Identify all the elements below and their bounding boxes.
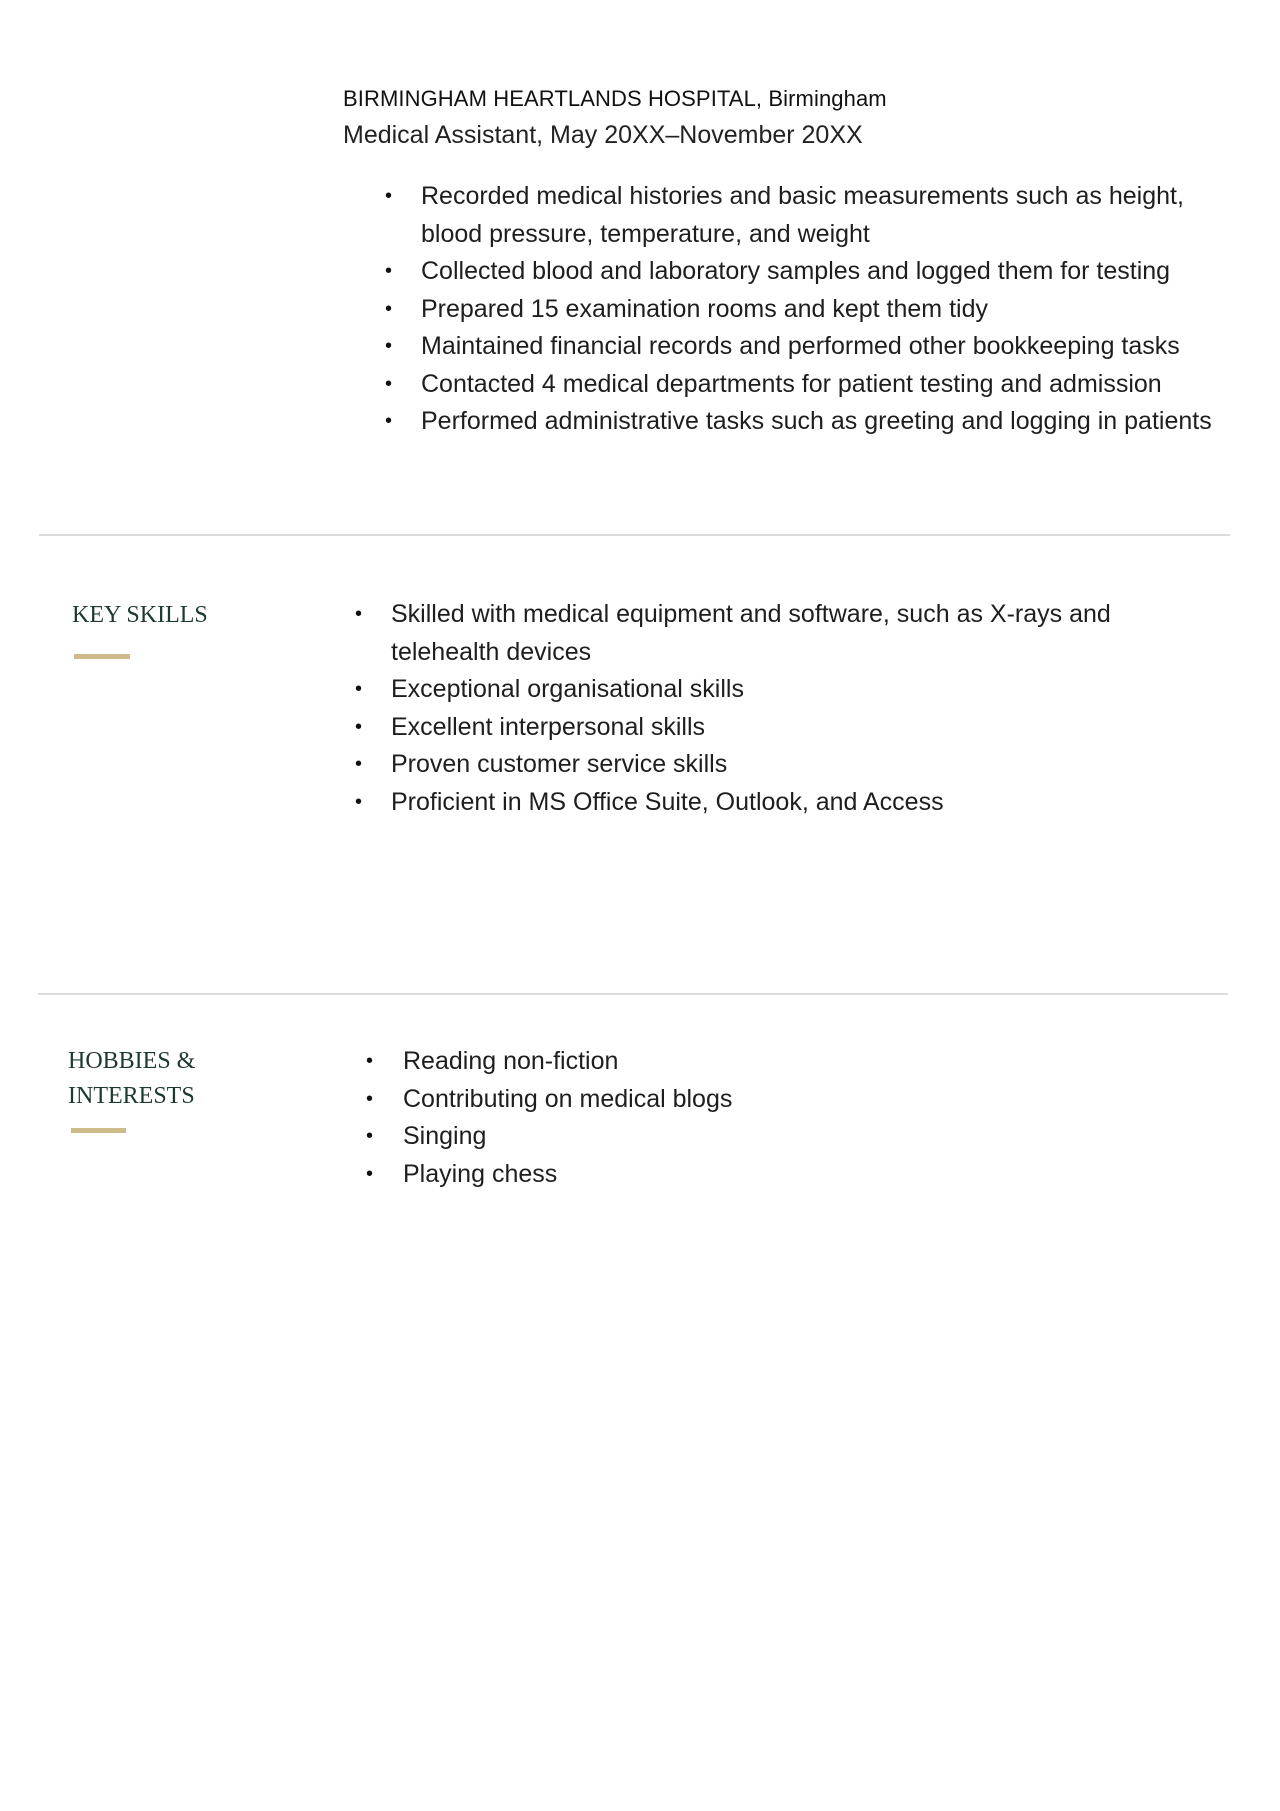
- bullet-icon: •: [355, 715, 363, 738]
- list-item: • Contributing on medical blogs: [403, 1081, 1103, 1119]
- list-item: • Singing: [403, 1118, 1103, 1156]
- heading-accent-bar: [71, 1128, 126, 1133]
- hobbies-heading-line1: HOBBIES &: [68, 1048, 196, 1074]
- bullet-icon: •: [385, 185, 393, 207]
- hobbies-heading-line2: INTERESTS: [68, 1083, 195, 1109]
- list-item: • Recorded medical histories and basic measurements such as height, blood pressure, temperature, and weight: [421, 178, 1241, 253]
- experience-bullet-list: [385, 178, 1241, 441]
- list-item: • Prepared 15 examination rooms and kept them tidy: [421, 291, 1241, 329]
- bullet-icon: •: [385, 297, 393, 320]
- list-item: • Collected blood and laboratory samples and logged them for testing: [421, 253, 1241, 291]
- bullet-icon: •: [366, 1087, 374, 1110]
- bullet-icon: •: [366, 1050, 374, 1072]
- employer-name: BIRMINGHAM HEARTLANDS HOSPITAL, Birmingham: [343, 86, 887, 111]
- hobbies-heading: [68, 1044, 195, 1114]
- bullet-icon: •: [385, 410, 393, 432]
- job-title-dates: Medical Assistant, May 20XX–November 20XX: [343, 121, 863, 149]
- bullet-icon: •: [366, 1125, 374, 1147]
- bullet-icon: •: [385, 335, 393, 357]
- list-item: • Excellent interpersonal skills: [391, 709, 1211, 747]
- section-divider: [39, 534, 1230, 536]
- bullet-icon: •: [355, 790, 363, 813]
- list-item: • Proficient in MS Office Suite, Outlook, and Access: [391, 784, 1211, 822]
- list-item: • Performed administrative tasks such as greeting and logging in patients: [421, 403, 1241, 441]
- list-item: • Reading non-fiction: [403, 1043, 1103, 1081]
- bullet-icon: •: [366, 1162, 374, 1185]
- key-skills-heading: KEY SKILLS: [72, 602, 208, 628]
- list-item: • Proven customer service skills: [391, 746, 1211, 784]
- list-item: • Skilled with medical equipment and software, such as X-rays and telehealth devices: [391, 596, 1211, 671]
- bullet-icon: •: [355, 753, 363, 775]
- section-divider: [38, 993, 1228, 995]
- list-item: • Maintained financial records and performed other bookkeeping tasks: [421, 328, 1241, 366]
- bullet-icon: •: [385, 372, 393, 395]
- bullet-icon: •: [355, 603, 363, 625]
- list-item: • Contacted 4 medical departments for patient testing and admission: [421, 366, 1241, 404]
- list-item: • Playing chess: [403, 1156, 1103, 1194]
- key-skills-list: [355, 596, 1211, 821]
- heading-accent-bar: [74, 654, 130, 659]
- bullet-icon: •: [355, 678, 363, 700]
- hobbies-list: [366, 1043, 1103, 1193]
- bullet-icon: •: [385, 260, 393, 282]
- list-item: • Exceptional organisational skills: [391, 671, 1211, 709]
